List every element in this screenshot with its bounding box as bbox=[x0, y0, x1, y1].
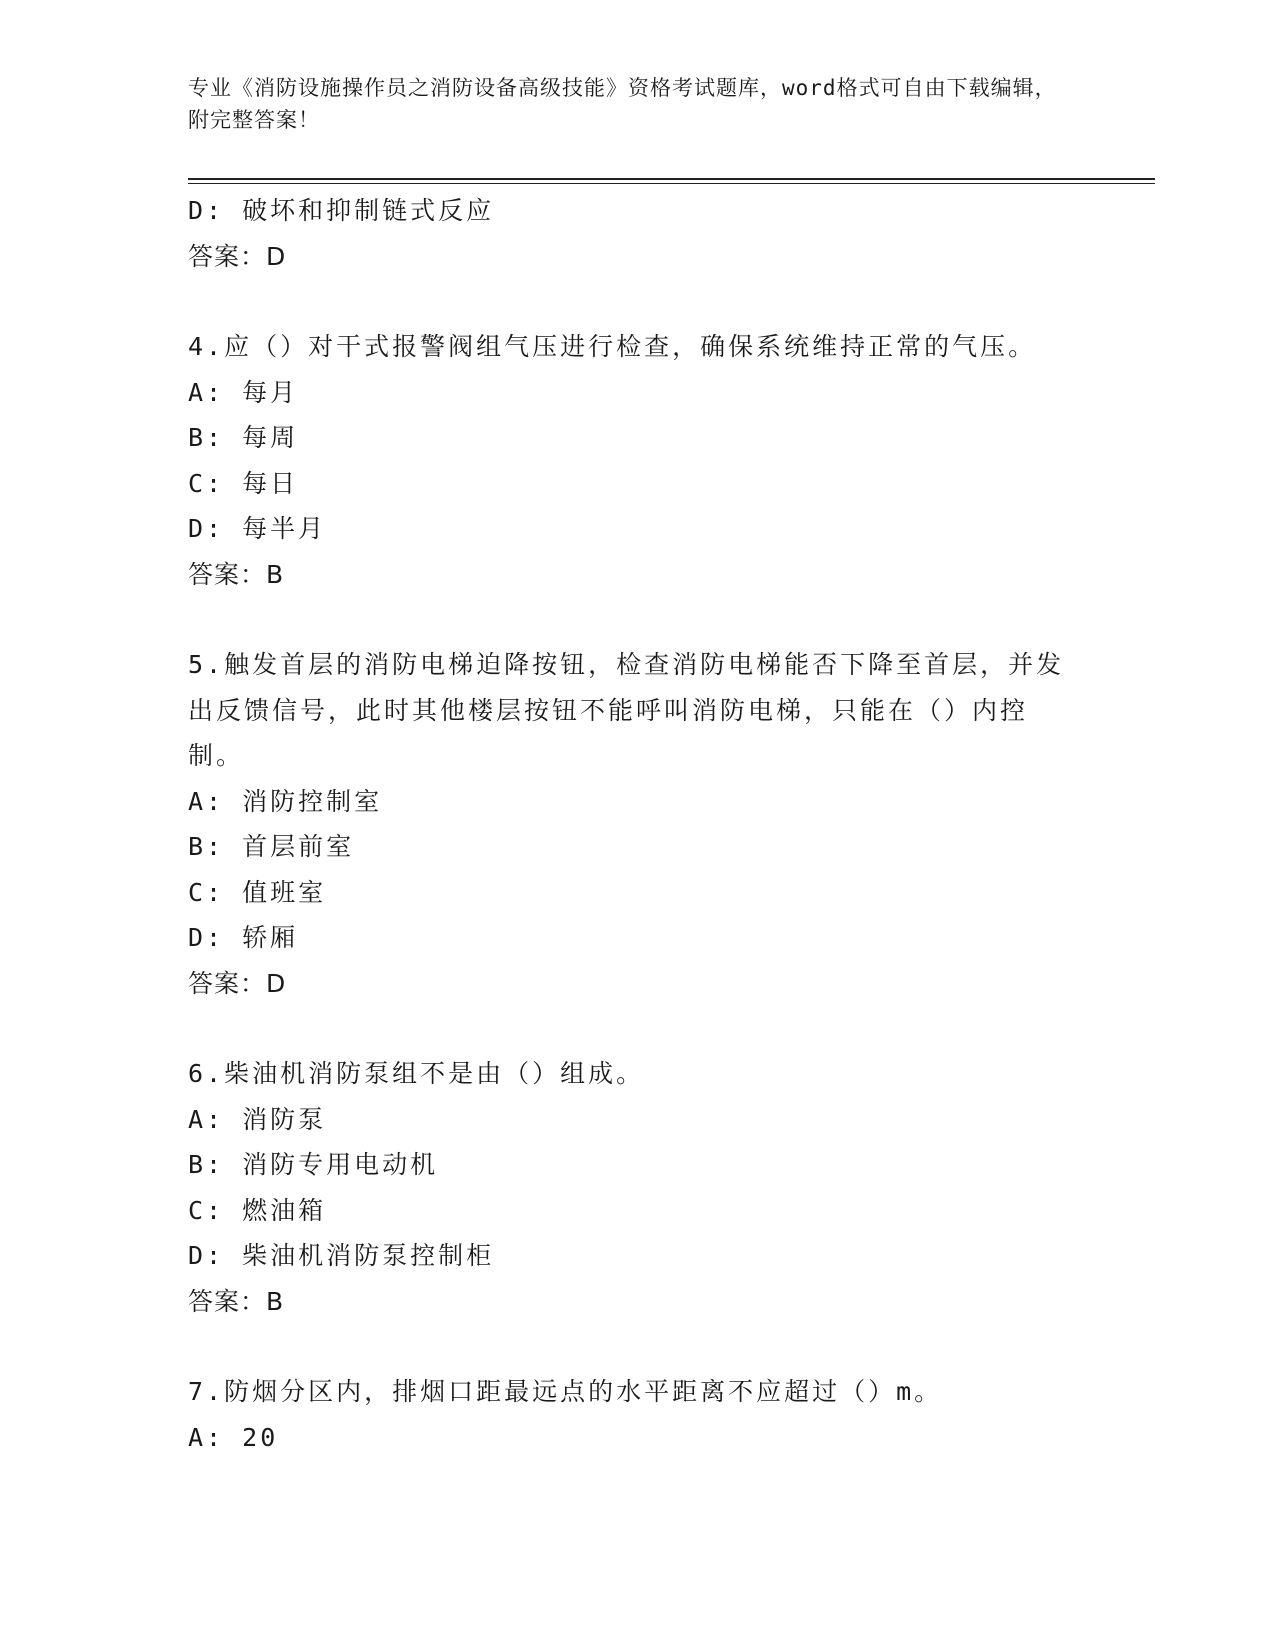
spacer bbox=[188, 279, 1068, 324]
spacer bbox=[188, 1324, 1068, 1369]
question-stem: 6.柴油机消防泵组不是由（）组成。 bbox=[188, 1059, 645, 1088]
option-d: D: 柴油机消防泵控制柜 bbox=[188, 1241, 495, 1270]
header-rule-thin bbox=[188, 183, 1155, 184]
answer-line: 答案：D bbox=[188, 968, 287, 998]
option-d: D: 每半月 bbox=[188, 514, 327, 543]
header-rule-thick bbox=[188, 178, 1155, 180]
question-6 bbox=[188, 1051, 1068, 1324]
option-a: A: 每月 bbox=[188, 377, 299, 407]
spacer bbox=[188, 1006, 1068, 1051]
option-b: B: 每周 bbox=[188, 423, 299, 452]
spacer bbox=[188, 597, 1068, 642]
option-c: C: 燃油箱 bbox=[188, 1195, 327, 1225]
document-header: 专业《消防设施操作员之消防设备高级技能》资格考试题库，word格式可自由下载编辑，附完整答案！ bbox=[188, 76, 1057, 132]
question-5 bbox=[188, 642, 1068, 1006]
question-stem: 4.应（）对干式报警阀组气压进行检查，确保系统维持正常的气压。 bbox=[188, 332, 1037, 361]
option-d: D: 破坏和抑制链式反应 bbox=[188, 196, 495, 225]
option-a: A: 消防泵 bbox=[188, 1104, 327, 1134]
option-c: C: 每日 bbox=[188, 468, 299, 498]
option-b: B: 消防专用电动机 bbox=[188, 1150, 439, 1179]
option-a: A: 消防控制室 bbox=[188, 786, 383, 816]
option-c: C: 值班室 bbox=[188, 877, 327, 907]
option-a: A: 20 bbox=[188, 1422, 279, 1452]
option-d: D: 轿厢 bbox=[188, 923, 299, 952]
question-stem: 5.触发首层的消防电梯迫降按钮，检查消防电梯能否下降至首层，并发出反馈信号，此时其他楼层按钮不能呼叫消防电梯，只能在（）内控制。 bbox=[188, 650, 1065, 770]
question-7 bbox=[188, 1369, 1068, 1460]
answer-line: 答案：D bbox=[188, 241, 287, 271]
question-4 bbox=[188, 324, 1068, 597]
question-content bbox=[188, 188, 1068, 1460]
option-b: B: 首层前室 bbox=[188, 832, 355, 861]
answer-line: 答案：B bbox=[188, 1286, 285, 1316]
question-stem: 7.防烟分区内，排烟口距最远点的水平距离不应超过（）m。 bbox=[188, 1377, 943, 1406]
answer-line: 答案：B bbox=[188, 559, 285, 589]
